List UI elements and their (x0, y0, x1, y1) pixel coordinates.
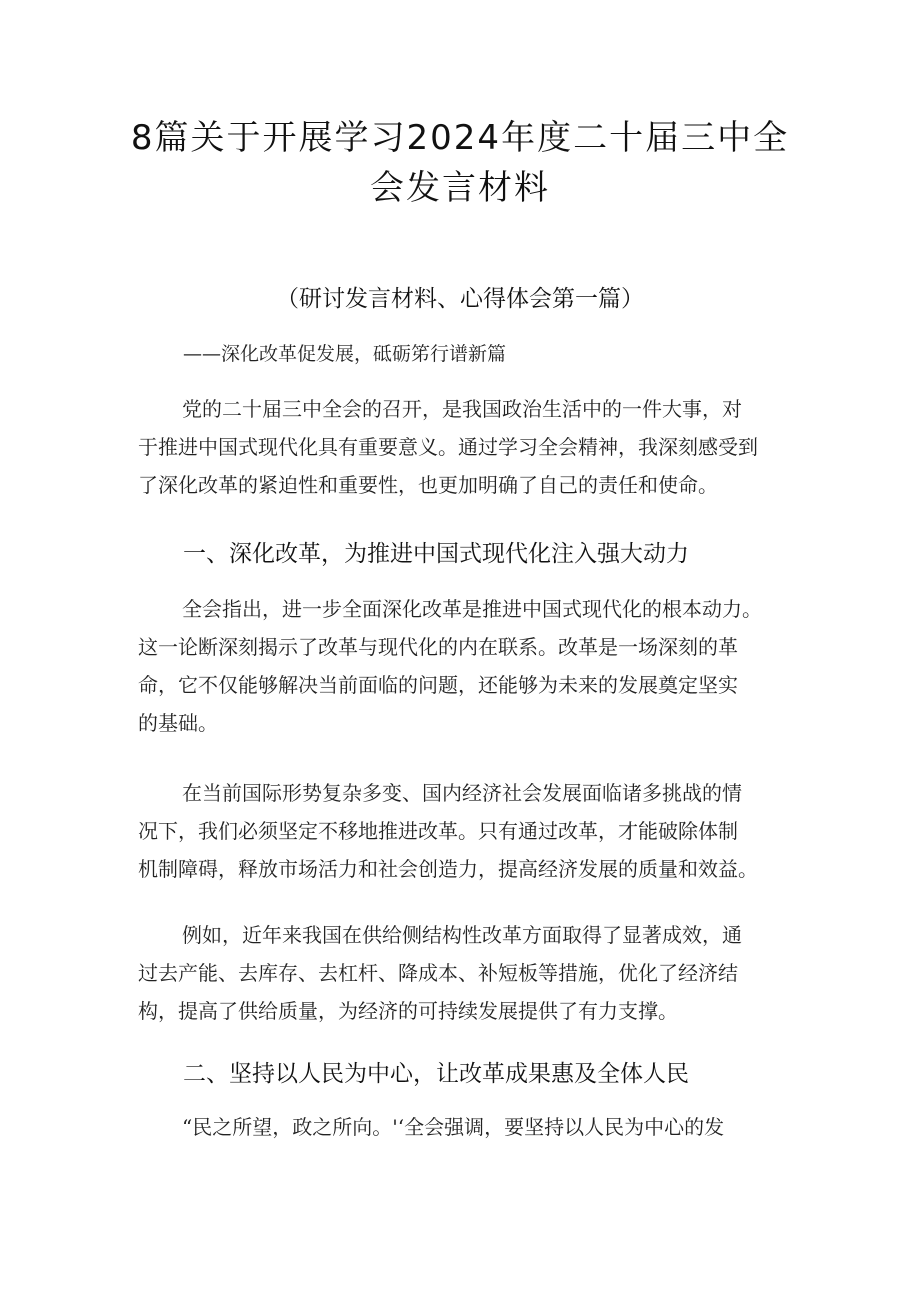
paragraph-line: 全会指出，进一步全面深化改革是推进中国式现代化的根本动力。 (182, 597, 762, 621)
paragraph-line: 过去产能、去库存、去杠杆、降成本、补短板等措施，优化了经济结 (138, 961, 738, 985)
document-title-line-1: 8篇关于开展学习2024年度二十届三中全 (130, 118, 790, 158)
paragraph-line: 于推进中国式现代化具有重要意义。通过学习全会精神，我深刻感受到 (138, 435, 758, 459)
paragraph-line: 例如，近年来我国在供给侧结构性改革方面取得了显著成效，通 (182, 923, 742, 947)
section-1-paragraph-1 (138, 590, 798, 742)
document-tagline: ——深化改革促发展，砥砺笫行谱新篇 (183, 343, 507, 365)
paragraph-line: 况下，我们必须坚定不移地推进改革。只有通过改革，才能破除体制 (138, 819, 738, 843)
section-2-paragraph-1 (138, 1108, 798, 1146)
paragraph-line: 在当前国际形势复杂多变、国内经济社会发展面临诸多挑战的情 (182, 781, 742, 805)
paragraph-line: 构，提高了供给质量，为经济的可持续发展提供了有力支撑。 (138, 999, 678, 1023)
section-1-paragraph-2 (138, 774, 798, 888)
paragraph-line: 命，它不仅能够解决当前面临的问题，还能够为未来的发展奠定坚实 (138, 673, 738, 697)
paragraph-line: “民之所望，政之所向。'‘全会强调，要坚持以人民为中心的发 (182, 1115, 725, 1139)
section-2-heading: 二、坚持以人民为中心，让改革成果惠及全体人民 (183, 1061, 689, 1087)
intro-paragraph (138, 390, 798, 504)
document-subtitle: （研讨发言材料、心得体会第一篇） (276, 286, 644, 312)
paragraph-line: 这一论断深刻揭示了改革与现代化的内在联系。改革是一场深刻的革 (138, 635, 738, 659)
paragraph-line: 的基础。 (138, 711, 218, 735)
section-1-paragraph-3 (138, 916, 798, 1030)
paragraph-line: 了深化改革的紧迫性和重要性，也更加明确了自己的责任和使命。 (138, 473, 718, 497)
section-1-heading: 一、深化改革，为推进中国式现代化注入强大动力 (183, 541, 689, 567)
document-title-line-2: 会发言材料 (370, 168, 550, 208)
paragraph-line: 党的二十届三中全会的召开，是我国政治生活中的一件大事，对 (182, 397, 742, 421)
paragraph-line: 机制障碍，释放市场活力和社会创造力，提高经济发展的质量和效益。 (138, 857, 758, 881)
